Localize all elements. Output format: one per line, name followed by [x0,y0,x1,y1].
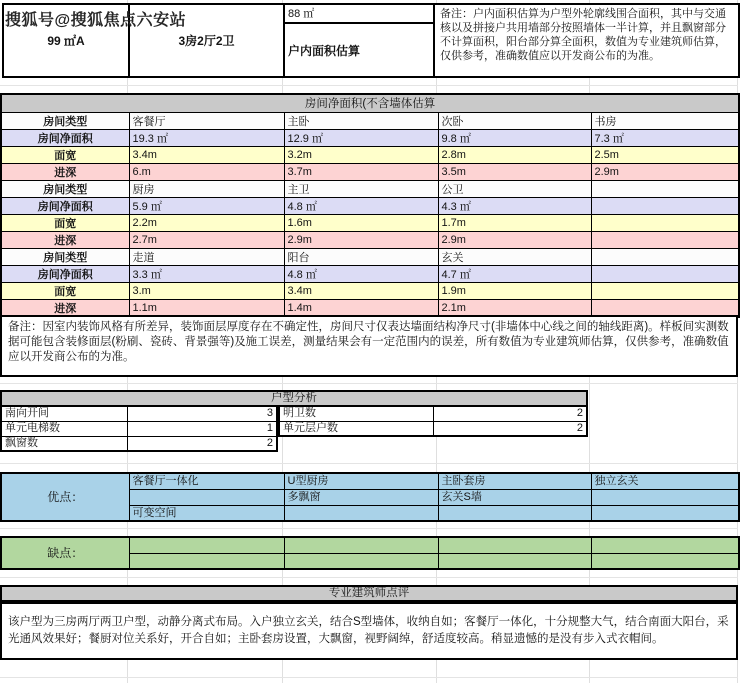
analysis-label: 单元层户数 [279,421,433,436]
width-cell: 2.5m [591,146,739,163]
pros-cell [591,505,739,521]
grid-hline [0,528,738,529]
analysis-label: 明卫数 [279,406,433,421]
net-area-cell: 5.9 ㎡ [129,197,284,214]
grid-hline [0,677,738,678]
analysis-label: 飘窗数 [1,436,128,451]
depth-cell: 2.9m [591,163,739,180]
net-area-cell: 4.8 ㎡ [284,265,438,282]
room-type-cell: 走道 [129,248,284,265]
analysis-right-table [278,405,588,437]
architect-review-text: 该户型为三房两厅两卫户型，动静分离式布局。入户独立玄关，结合S型墙体，收纳自如；客餐厅一体化，十分规整大气，结合南面大阳台，采光通风效果好；餐厨对位关系好，开合自如；主卧套房设置，大飘窗，视野阔绰，舒适度较高。稍显遗憾的是没有步入式衣帽间。 [0,602,738,660]
room-type-cell: 厨房 [129,180,284,197]
depth-cell: 3.5m [438,163,591,180]
net-area-cell [591,265,739,282]
width-cell: 1.6m [284,214,438,231]
width-cell [591,214,739,231]
analysis-value: 2 [433,406,587,421]
pros-cell [129,489,284,505]
room-table-title: 房间净面积(不含墙体估算 [1,94,739,112]
room-type-cell: 公卫 [438,180,591,197]
net-area-cell: 19.3 ㎡ [129,129,284,146]
analysis-value: 1 [128,421,277,436]
net-area-cell: 3.3 ㎡ [129,265,284,282]
room-type-cell: 玄关 [438,248,591,265]
width-cell: 2.2m [129,214,284,231]
width-cell: 1.7m [438,214,591,231]
pros-cell [438,505,591,521]
pros-table [0,472,740,522]
grid-hline [0,463,738,464]
depth-cell: 2.9m [284,231,438,248]
row-label-width: 面宽 [1,282,129,299]
row-label-net-area: 房间净面积 [1,197,129,214]
cons-label: 缺点： [1,537,129,569]
row-label-depth: 进深 [1,163,129,180]
pros-cell: 玄关S墙 [438,489,591,505]
row-label-type: 房间类型 [1,248,129,265]
net-area-cell: 4.3 ㎡ [438,197,591,214]
row-label-type: 房间类型 [1,180,129,197]
room-type-cell: 阳台 [284,248,438,265]
unit-layout: 3房2厅2卫 [129,4,284,77]
depth-cell: 2.7m [129,231,284,248]
grid-hline [0,577,738,578]
pros-label: 优点： [1,473,129,521]
cons-cell [591,553,739,569]
pros-cell: 多飘窗 [284,489,438,505]
cons-cell [284,537,438,553]
pros-cell: 可变空间 [129,505,284,521]
room-type-cell: 主卫 [284,180,438,197]
depth-cell: 1.1m [129,299,284,317]
row-label-depth: 进深 [1,299,129,317]
cons-cell [129,553,284,569]
width-cell: 3.4m [284,282,438,299]
cons-cell [438,553,591,569]
analysis-section-title: 户型分析 [0,390,588,407]
cons-cell [129,537,284,553]
analysis-value: 2 [128,436,277,451]
width-cell [591,282,739,299]
analysis-value: 3 [128,406,277,421]
depth-cell: 2.1m [438,299,591,317]
net-area-cell: 9.8 ㎡ [438,129,591,146]
pros-cell [284,505,438,521]
net-area-cell: 7.3 ㎡ [591,129,739,146]
room-type-cell: 书房 [591,112,739,129]
depth-cell: 6.m [129,163,284,180]
row-label-width: 面宽 [1,214,129,231]
pros-cell: 独立玄关 [591,473,739,489]
width-cell: 3.m [129,282,284,299]
row-label-type: 房间类型 [1,112,129,129]
sohu-watermark: 搜狐号@搜狐焦点六安站 [5,12,187,29]
measurement-note: 备注：因室内装饰风格有所差异，装饰面层厚度存在不确定性，房间尺寸仅表达墙面结构净尺寸(非墙体中心线之间的轴线距离)。样板间实测数据可能包含装修面层(粉刷、瓷砖、背景强等)及施工误差，测量结果会有一定范围内的误差，所有数值为专业建筑师估算，仅供参考，准确数值应以开发商公布的为准。 [0,315,738,377]
cons-cell [284,553,438,569]
analysis-label: 单元电梯数 [1,421,128,436]
width-cell: 2.8m [438,146,591,163]
width-cell: 3.4m [129,146,284,163]
pros-cell: U型厨房 [284,473,438,489]
width-cell: 1.9m [438,282,591,299]
analysis-label: 南向开间 [1,406,128,421]
depth-cell: 3.7m [284,163,438,180]
depth-cell: 1.4m [284,299,438,317]
inner-area-label: 户内面积估算 [284,23,434,77]
room-type-cell: 主卧 [284,112,438,129]
room-type-cell [591,248,739,265]
analysis-left-table [0,405,278,452]
pros-cell [591,489,739,505]
depth-cell: 2.9m [438,231,591,248]
pros-cell: 客餐厅一体化 [129,473,284,489]
net-area-cell: 12.9 ㎡ [284,129,438,146]
analysis-value: 2 [433,421,587,436]
depth-cell [591,231,739,248]
pros-cell: 主卧套房 [438,473,591,489]
review-section-title: 专业建筑师点评 [0,585,738,602]
grid-hline [0,85,738,86]
room-type-cell: 次卧 [438,112,591,129]
depth-cell [591,299,739,317]
row-label-net-area: 房间净面积 [1,265,129,282]
width-cell: 3.2m [284,146,438,163]
cons-table [0,536,740,570]
room-type-cell: 客餐厅 [129,112,284,129]
room-type-cell [591,180,739,197]
cons-cell [591,537,739,553]
inner-area-value: 88 ㎡ [284,4,434,23]
unit-area-name: 99 ㎡A [3,4,129,77]
header-note: 备注：户内面积估算为户型外轮廓线围合面积，其中与交通核以及拼接户共用墙部分按照墙体一半计算，并且飘窗部分不计算面积，阳台部分算全面积，数值为专业建筑师估算，仅供参考，准确数值应以开发商公布的为准。 [434,4,739,77]
row-label-depth: 进深 [1,231,129,248]
net-area-cell [591,197,739,214]
net-area-cell: 4.8 ㎡ [284,197,438,214]
grid-hline [0,383,738,384]
net-area-cell: 4.7 ㎡ [438,265,591,282]
row-label-net-area: 房间净面积 [1,129,129,146]
row-label-width: 面宽 [1,146,129,163]
cons-cell [438,537,591,553]
room-dimensions-table [0,93,740,318]
